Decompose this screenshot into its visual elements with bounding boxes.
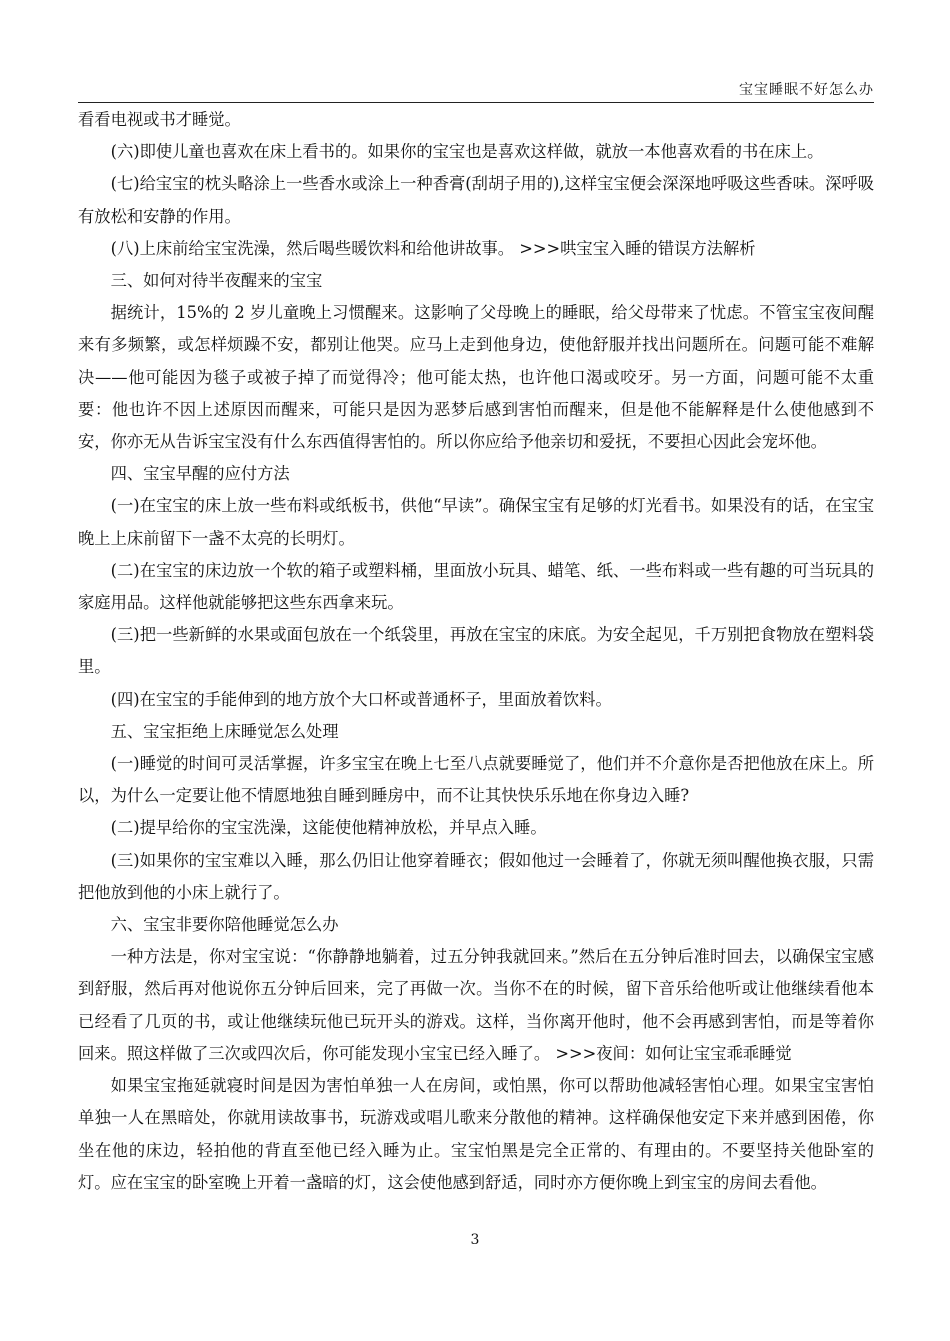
paragraph-continuation: 看看电视或书才睡觉。 [78, 110, 241, 129]
paragraph-night-waking: 据统计，15%的 2 岁儿童晚上习惯醒来。这影响了父母晚上的睡眠，给父母带来了忧虑。不管宝宝夜间醒来有多频繁，或怎样烦躁不安，都别让他哭。应马上走到他身边，使他舒服并找出问题所在。问题可能不难解决——他可能因为毯子或被子掉了而觉得冷；他可能太热，也许他口渴或咬牙。另一方面，问题可能不太重要：他也许不因上述原因而醒来，可能只是因为恶梦后感到害怕而醒来，但是他不能解释是什么使他感到不安，你亦无从告诉宝宝没有什么东西值得害怕的。所以你应给予他亲切和爱抚，不要担心因此会宠坏他。 [78, 303, 874, 452]
paragraph-accompany-1: 一种方法是，你对宝宝说：“你静静地躺着，过五分钟我就回来。”然后在五分钟后准时回去，以确保宝宝感到舒服，然后再对他说你五分钟后回来，完了再做一次。当你不在的时候，留下音乐给他听或让他继续看他本已经看了几页的书，或让他继续玩他已玩开头的游戏。这样，当你离开他时，他不会再感到害怕，而是等着你回来。照这样做了三次或四次后，你可能发现小宝宝已经入睡了。 >>>夜间：如何让宝宝乖乖睡觉 [78, 947, 874, 1063]
section-heading-6: 六、宝宝非要你陪他睡觉怎么办 [110, 915, 339, 935]
paragraph-tip-7: (七)给宝宝的枕头略涂上一些香水或涂上一种香膏(刮胡子用的),这样宝宝便会深深地呼吸这些香味。深呼吸有放松和安静的作用。 [78, 174, 874, 226]
paragraph-accompany-2: 如果宝宝拖延就寝时间是因为害怕单独一人在房间，或怕黑，你可以帮助他减轻害怕心理。如果宝宝害怕单独一人在黑暗处，你就用读故事书，玩游戏或唱儿歌来分散他的精神。这样确保他安定下来并感到困倦，你坐在他的床边，轻拍他的背直至他已经入睡为止。宝宝怕黑是完全正常的、有理由的。不要坚持关他卧室的灯。应在宝宝的卧室晚上开着一盏暗的灯，这会使他感到舒适，同时亦方便你晚上到宝宝的房间去看他。 [78, 1076, 874, 1192]
paragraph-early-4: (四)在宝宝的手能伸到的地方放个大口杯或普通杯子，里面放着饮料。 [110, 689, 612, 709]
paragraph-tip-8: (八)上床前给宝宝洗澡，然后喝些暖饮料和给他讲故事。 >>>哄宝宝入睡的错误方法解析 [110, 238, 756, 258]
running-header [78, 80, 874, 103]
paragraph-tip-6: (六)即使儿童也喜欢在床上看书的。如果你的宝宝也是喜欢这样做，就放一本他喜欢看的书在床上。 [110, 142, 824, 162]
running-header-title: 宝宝睡眠不好怎么办 [739, 82, 874, 98]
section-heading-3: 三、如何对待半夜醒来的宝宝 [110, 271, 323, 291]
document-body [78, 104, 874, 1199]
paragraph-refuse-1: (一)睡觉的时间可灵活掌握，许多宝宝在晚上七至八点就要睡觉了，他们并不介意你是否把他放在床上。所以，为什么一定要让他不情愿地独自睡到睡房中，而不让其快快乐乐地在你身边入睡? [78, 754, 874, 806]
paragraph-refuse-3: (三)如果你的宝宝难以入睡，那么仍旧让他穿着睡衣；假如他过一会睡着了，你就无须叫醒他换衣服，只需把他放到他的小床上就行了。 [78, 850, 874, 902]
paragraph-early-1: (一)在宝宝的床上放一些布料或纸板书，供他“早读”。确保宝宝有足够的灯光看书。如果没有的话，在宝宝晚上上床前留下一盏不太亮的长明灯。 [78, 496, 874, 548]
paragraph-early-2: (二)在宝宝的床边放一个软的箱子或塑料桶，里面放小玩具、蜡笔、纸、一些布料或一些有趣的可当玩具的家庭用品。这样他就能够把这些东西拿来玩。 [78, 560, 874, 613]
page-number: 3 [470, 1232, 480, 1248]
paragraph-refuse-2: (二)提早给你的宝宝洗澡，这能使他精神放松，并早点入睡。 [110, 818, 547, 838]
paragraph-early-3: (三)把一些新鲜的水果或面包放在一个纸袋里，再放在宝宝的床底。为安全起见，千万别把食物放在塑料袋里。 [78, 625, 874, 677]
section-heading-4: 四、宝宝早醒的应付方法 [110, 464, 290, 484]
section-heading-5: 五、宝宝拒绝上床睡觉怎么处理 [110, 721, 339, 741]
